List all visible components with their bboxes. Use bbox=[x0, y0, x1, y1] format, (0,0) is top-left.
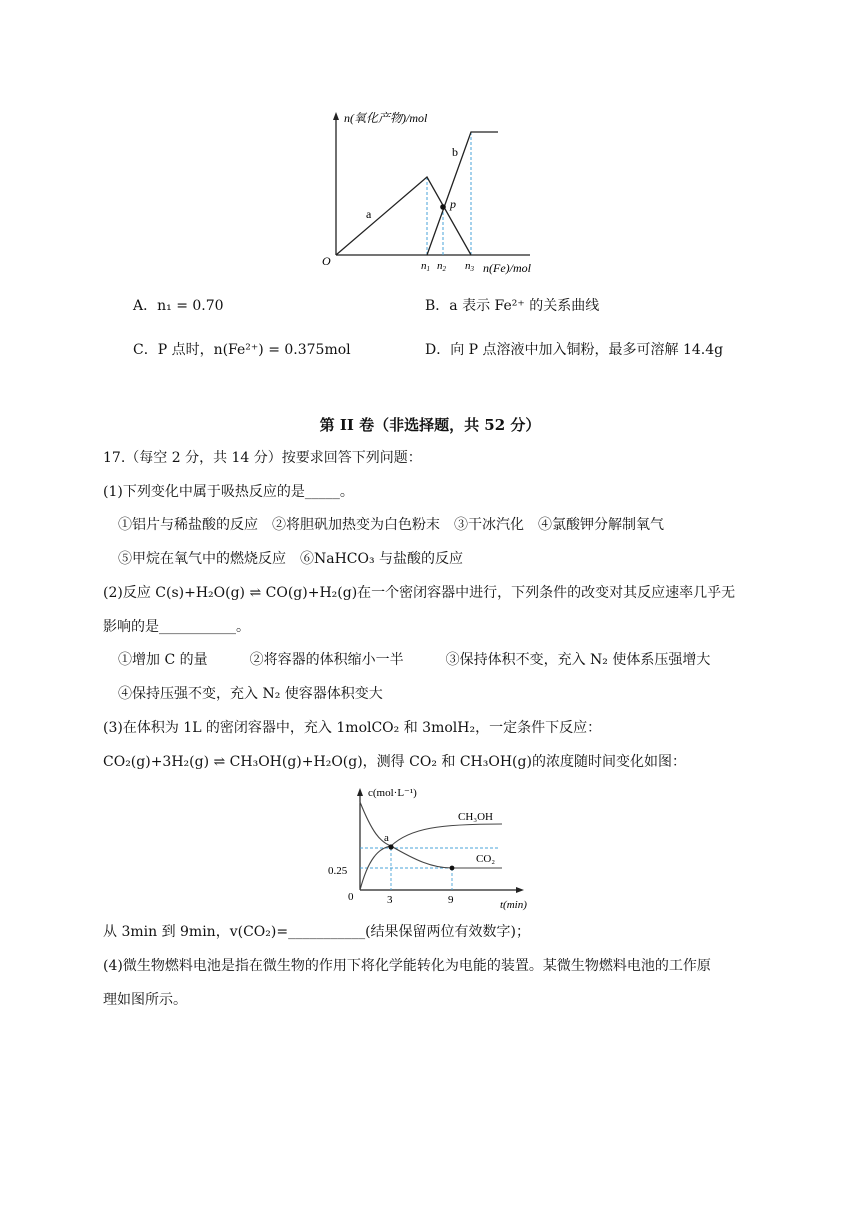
svg-text:n3: n3 bbox=[465, 260, 474, 273]
option-a: A．n₁ = 0.70 bbox=[133, 298, 224, 314]
point-9 bbox=[450, 866, 455, 871]
ch3oh-label: CH₃OH bbox=[458, 811, 494, 823]
curve-b-label: b bbox=[452, 145, 458, 159]
option-b: B．a 表示 Fe²⁺ 的关系曲线 bbox=[425, 298, 600, 314]
tick-0: 0 bbox=[348, 891, 354, 903]
tick-3: 3 bbox=[387, 894, 393, 906]
concentration-time-graph bbox=[320, 780, 540, 915]
q17-intro: 17.（每空 2 分，共 14 分）按要求回答下列问题： bbox=[103, 450, 422, 466]
q17-part2-line1: (2)反应 C(s)+H₂O(g) ⇌ CO(g)+H₂(g)在一个密闭容器中进行，下列条件的改变对其反应速率几乎无 bbox=[103, 585, 736, 601]
oxidation-product-graph bbox=[300, 100, 560, 280]
q17-part2-line2: 影响的是___________。 bbox=[103, 619, 250, 635]
q17-part1: (1)下列变化中属于吸热反应的是_____。 bbox=[103, 484, 354, 500]
q17-part3-line3: 从 3min 到 9min，v(CO₂)=___________(结果保留两位有效数字)； bbox=[103, 924, 530, 940]
q17-part4-line1: (4)微生物燃料电池是指在微生物的作用下将化学能转化为电能的装置。某微生物燃料电池的工作原 bbox=[103, 958, 711, 974]
option-d: D．向 P 点溶液中加入铜粉，最多可溶解 14.4g bbox=[425, 342, 724, 358]
x-axis-label: n(Fe)/mol bbox=[483, 261, 531, 275]
tick-9: 9 bbox=[448, 894, 454, 906]
x-axis-label: t(min) bbox=[500, 899, 527, 911]
q17-part3-line2: CO₂(g)+3H₂(g) ⇌ CH₃OH(g)+H₂O(g)，测得 CO₂ 和 CH₃OH(g)的浓度随时间变化如图： bbox=[103, 754, 686, 770]
svg-text:n2: n2 bbox=[437, 260, 446, 273]
origin-label: O bbox=[322, 254, 331, 268]
curve-b bbox=[427, 132, 498, 255]
q17-part1-options-b: ⑤甲烷在氧气中的燃烧反应 ⑥NaHCO₃ 与盐酸的反应 bbox=[118, 551, 464, 567]
point-a-label: a bbox=[384, 832, 389, 844]
co2-label: CO₂ bbox=[476, 853, 496, 865]
point-p bbox=[440, 204, 446, 210]
point-a bbox=[388, 844, 393, 849]
y-axis-label: c(mol·L⁻¹) bbox=[368, 787, 417, 799]
q17-part1-options-a: ①铝片与稀盐酸的反应 ②将胆矾加热变为白色粉末 ③干冰汽化 ④氯酸钾分解制氧气 bbox=[118, 517, 664, 533]
section-title: 第 II 卷（非选择题，共 52 分） bbox=[319, 416, 541, 434]
y-axis-label: n(氧化产物)/mol bbox=[344, 111, 428, 125]
svg-text:n1: n1 bbox=[421, 260, 430, 273]
point-p-label: p bbox=[450, 197, 456, 211]
tick-025: 0.25 bbox=[328, 865, 348, 877]
q17-part4-line2: 理如图所示。 bbox=[103, 992, 187, 1008]
curve-a-label: a bbox=[366, 207, 372, 221]
q17-part2-options-a: ①增加 C 的量 ②将容器的体积缩小一半 ③保持体积不变，充入 N₂ 使体系压强增大 bbox=[118, 652, 711, 668]
option-c: C．P 点时，n(Fe²⁺) = 0.375mol bbox=[133, 342, 351, 358]
q17-part2-options-b: ④保持压强不变，充入 N₂ 使容器体积变大 bbox=[118, 686, 383, 702]
q17-part3-line1: (3)在体积为 1L 的密闭容器中，充入 1molCO₂ 和 3molH₂，一定条件下反应： bbox=[103, 720, 602, 736]
